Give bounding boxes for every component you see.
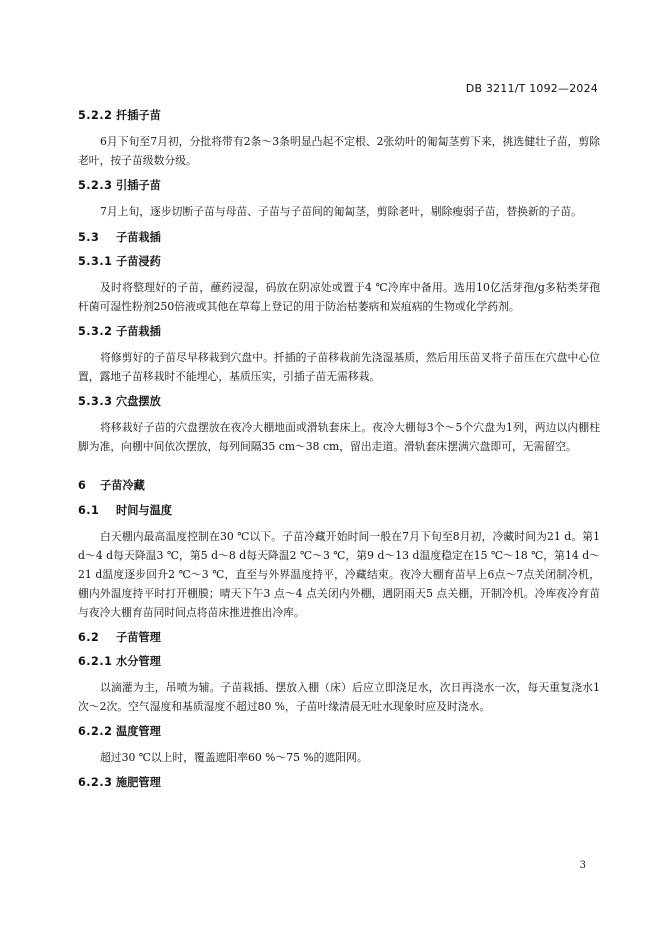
section-title: 扦插子苗 [116, 109, 161, 122]
section-number: 6.2.3 [78, 776, 113, 789]
heading-5-2-3 [78, 178, 600, 194]
paragraph-5-3-3: 将移栽好子苗的穴盘摆放在夜冷大棚地面或滑轨套床上。夜冷大棚每3个～5个穴盘为1列，两边以内棚柱脚为准，向棚中间依次摆放，每列间隔35 cm～38 cm，留出走道。滑轨套床摆满穴盘即可，无需留空。 [78, 421, 600, 453]
section-number: 5.2.3 [78, 179, 113, 192]
heading-6-1 [78, 503, 600, 519]
section-title: 时间与温度 [116, 504, 172, 517]
section-number: 6.2.1 [78, 655, 113, 668]
section-number: 5.3.3 [78, 395, 113, 408]
section-number: 6.1 [78, 504, 100, 517]
section-title: 子苗栽插 [116, 231, 161, 244]
section-number: 6.2.2 [78, 725, 113, 738]
paragraph-5-3-1: 及时将整理好的子苗，蘸药浸湿，码放在阴凉处或置于4 ℃冷库中备用。选用10亿活芽孢/g多粘类芽孢杆菌可湿性粉剂250倍液或其他在草莓上登记的用于防治枯萎病和炭疽病的生物或化学药剂。 [78, 281, 600, 313]
section-title: 温度管理 [116, 725, 161, 738]
heading-5-3 [78, 230, 600, 246]
section-number: 5.3.1 [78, 255, 113, 268]
paragraph-6-2-2: 超过30 ℃以上时，覆盖遮阳率60 %～75 %的遮阳网。 [100, 751, 368, 764]
heading-6-2-1 [78, 654, 600, 670]
section-number: 5.2.2 [78, 109, 113, 122]
section-number: 6.2 [78, 631, 100, 644]
page-number: 3 [579, 860, 586, 871]
heading-6-2-2 [78, 724, 600, 740]
section-title: 穴盘摆放 [116, 395, 161, 408]
section-title: 子苗冷藏 [100, 479, 145, 492]
heading-6-2 [78, 630, 600, 646]
section-title: 水分管理 [116, 655, 161, 668]
section-number: 5.3 [78, 231, 100, 244]
heading-6 [78, 478, 600, 494]
section-title: 子苗管理 [116, 631, 161, 644]
section-number: 5.3.2 [78, 325, 113, 338]
heading-5-2-2 [78, 108, 600, 124]
paragraph-6-2-1: 以滴灌为主，吊喷为辅。子苗栽插、摆放入棚（床）后应立即浇足水，次日再浇水一次，每天重复浇水1次～2次。空气湿度和基质湿度不超过80 %，子苗叶缘清晨无吐水现象时应及时浇水。 [78, 681, 600, 713]
paragraph-6-1: 白天棚内最高温度控制在30 ℃以下。子苗冷藏开始时间一般在7月下旬至8月初，冷藏时间为21 d。第1 d～4 d每天降温3 ℃，第5 d～8 d每天降温2 ℃～3 ℃，第9 d～13 d温度稳定在15 ℃～18 ℃，第14 d～21 d温度逐步回升2 ℃～3 ℃，直至与外界温度持平，冷藏结束。夜冷大棚育苗早上6点～7点关闭制冷机，棚内外温度持平时打开棚膜；晴天下午3 点～4 点关闭内外棚，遇阴雨天5 点关棚，开制冷机。冷库夜冷育苗与夜冷大棚育苗同时间点将苗床推进推出冷库。 [78, 530, 600, 619]
paragraph-5-2-2: 6月下旬至7月初，分批将带有2条～3条明显凸起不定根、2张幼叶的匍匐茎剪下来，挑选健壮子苗，剪除老叶，按子苗级数分级。 [78, 135, 600, 167]
section-title: 子苗浸药 [116, 255, 161, 268]
section-title: 引插子苗 [116, 179, 161, 192]
section-title: 子苗栽插 [116, 325, 161, 338]
heading-5-3-1 [78, 254, 600, 270]
document-body [78, 108, 600, 791]
paragraph-5-2-3: 7月上旬，逐步切断子苗与母苗、子苗与子苗间的匍匐茎，剪除老叶，剔除瘦弱子苗，替换新的子苗。 [100, 205, 582, 218]
heading-6-2-3 [78, 775, 600, 791]
heading-5-3-2 [78, 324, 600, 340]
section-title: 施肥管理 [116, 776, 161, 789]
section-number: 6 [78, 479, 87, 492]
heading-5-3-3 [78, 394, 600, 410]
document-code: DB 3211/T 1092—2024 [465, 82, 598, 95]
paragraph-5-3-2: 将修剪好的子苗尽早移栽到穴盘中。扦插的子苗移栽前先浇湿基质，然后用压苗叉将子苗压在穴盘中心位置，露地子苗移栽时不能埋心，基质压实，引插子苗无需移栽。 [78, 351, 600, 383]
